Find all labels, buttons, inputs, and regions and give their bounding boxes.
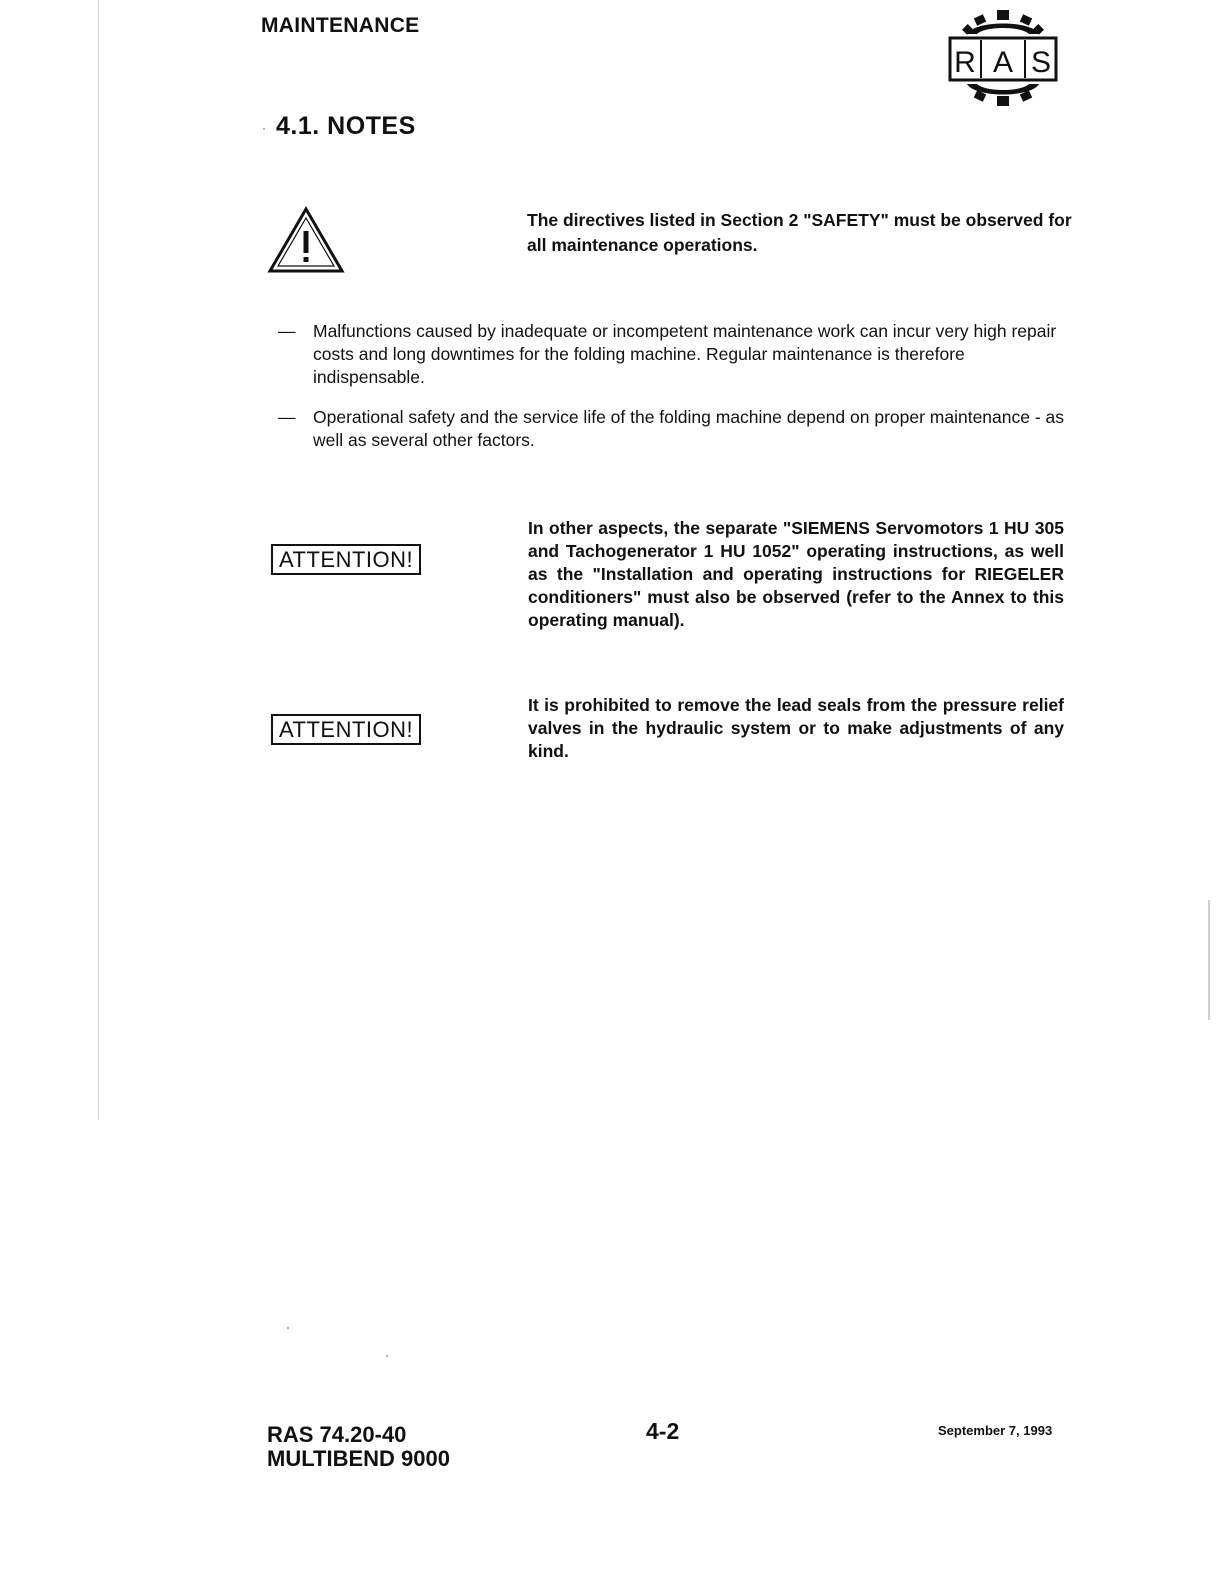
scan-speck	[263, 128, 265, 130]
dash-bullet: —	[278, 321, 296, 341]
ras-logo	[945, 6, 1061, 110]
section-title: 4.1. NOTES	[276, 112, 416, 140]
logo-letter-r: R	[954, 46, 976, 79]
list-item-text: Operational safety and the service life of the folding machine depend on proper maintenance - as well as several other factors.	[313, 407, 1065, 450]
dash-bullet: —	[278, 407, 296, 427]
logo-letter-s: S	[1030, 46, 1052, 79]
footer-document-info	[267, 1423, 450, 1471]
footer-product-name: MULTIBEND 9000	[267, 1446, 450, 1471]
section-label: MAINTENANCE	[261, 14, 420, 37]
logo-letter-a: A	[992, 46, 1014, 79]
scan-speck	[386, 1355, 388, 1357]
page-number: 4-2	[646, 1418, 680, 1444]
list-item-text: Malfunctions caused by inadequate or incompetent maintenance work can incur very high repair costs and long downtimes for the folding machine. Regular maintenance is therefore indispensable.	[313, 321, 1057, 387]
safety-directive-text: The directives listed in Section 2 "SAFETY" must be observed for all maintenance operations.	[527, 210, 1072, 255]
attention-note-text: In other aspects, the separate "SIEMENS Servomotors 1 HU 305 and Tachogenerator 1 HU 1052" operating instructions, as well as the "Installation and operating instructions for RIEGELER conditioners" must also be observed (refer to the Annex to this operating manual).	[528, 518, 1064, 630]
footer-doc-number: RAS 74.20-40	[267, 1422, 407, 1447]
attention-label: ATTENTION!	[271, 544, 421, 575]
scan-speck	[287, 1327, 289, 1329]
maintenance-notes-list	[278, 320, 1068, 469]
attention-note-text: It is prohibited to remove the lead seals from the pressure relief valves in the hydraulic system or to make adjustments of any kind.	[528, 695, 1064, 761]
scan-edge-mark	[1208, 900, 1210, 1020]
list-item	[278, 320, 1068, 389]
list-item	[278, 406, 1068, 452]
scan-margin-line	[98, 0, 99, 1120]
attention-label: ATTENTION!	[271, 714, 421, 745]
warning-triangle-icon	[266, 205, 346, 275]
footer-date: September 7, 1993	[938, 1423, 1053, 1438]
